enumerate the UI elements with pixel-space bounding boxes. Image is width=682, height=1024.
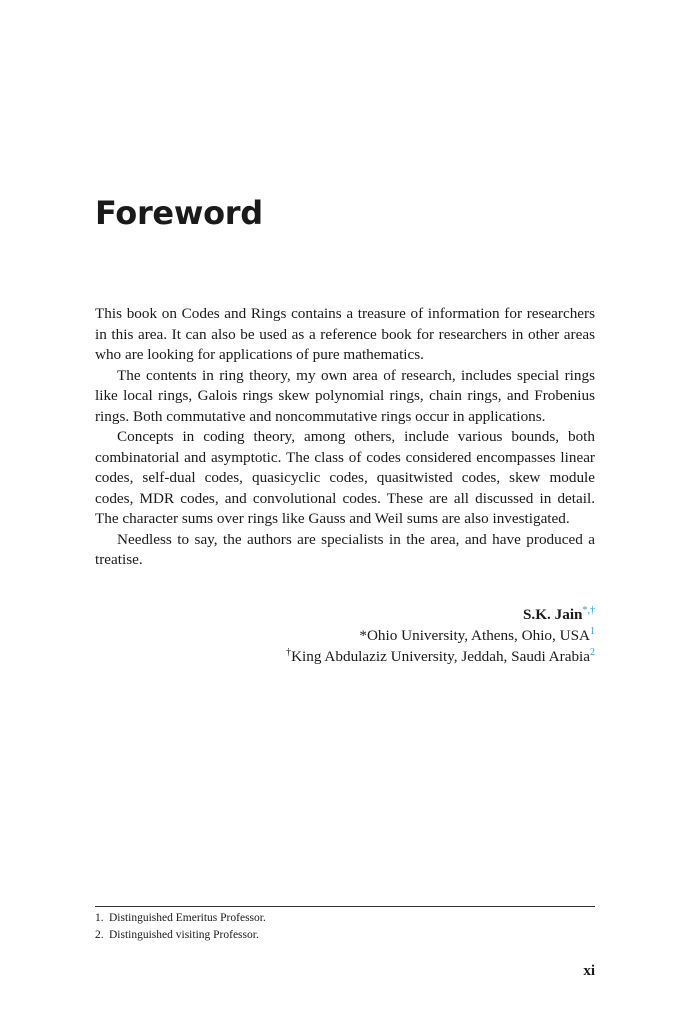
page-number: xi [583,963,595,979]
footnote-number: 2. [95,929,104,941]
paragraph: The contents in ring theory, my own area of research, includes special rings like local rings, Galois rings skew polynomial rings, chain rings, and Frobenius rings. Both commutative and noncommutative rings occur in applications. [95,366,595,425]
paragraph: Concepts in coding theory, among others, include various bounds, both combinatorial and asymptotic. The class of codes considered encompasses linear codes, self-dual codes, quasicyclic codes, quasitwisted codes, skew module codes, MDR codes, and convolutional codes. These are all discussed in detail. The character sums over rings like Gauss and Weil sums are also investigated. [95,428,595,527]
footnote-item [95,927,595,944]
foreword-body [95,304,595,571]
author-line [286,604,595,625]
footnote-ref-2[interactable]: 2 [590,646,595,658]
footnotes [95,910,595,944]
footnote-ref-1[interactable]: 1 [590,625,595,637]
affiliation-2: King Abdulaziz University, Jeddah, Saudi Arabia [291,648,590,665]
affiliation-line-2 [286,646,595,667]
dagger-mark: † [286,646,292,658]
chapter-title: Foreword [95,194,263,232]
author-affiliation-marks[interactable]: *,† [582,604,595,616]
footnote-text: Distinguished Emeritus Professor. [109,912,266,924]
paragraph: Needless to say, the authors are specialists in the area, and have produced a treatise. [95,530,595,568]
affiliation-line-1 [286,625,595,646]
footnote-item [95,910,595,927]
footnote-divider [95,906,595,907]
footnote-text: Distinguished visiting Professor. [109,929,259,941]
paragraph: This book on Codes and Rings contains a treasure of information for researchers in this area. It can also be used as a reference book for researchers in other areas who are looking for applications of pure mathematics. [95,305,595,363]
footnote-number: 1. [95,912,104,924]
affiliation-1: *Ohio University, Athens, Ohio, USA [359,627,590,644]
signature-block [286,604,595,667]
author-name: S.K. Jain [522,606,583,623]
